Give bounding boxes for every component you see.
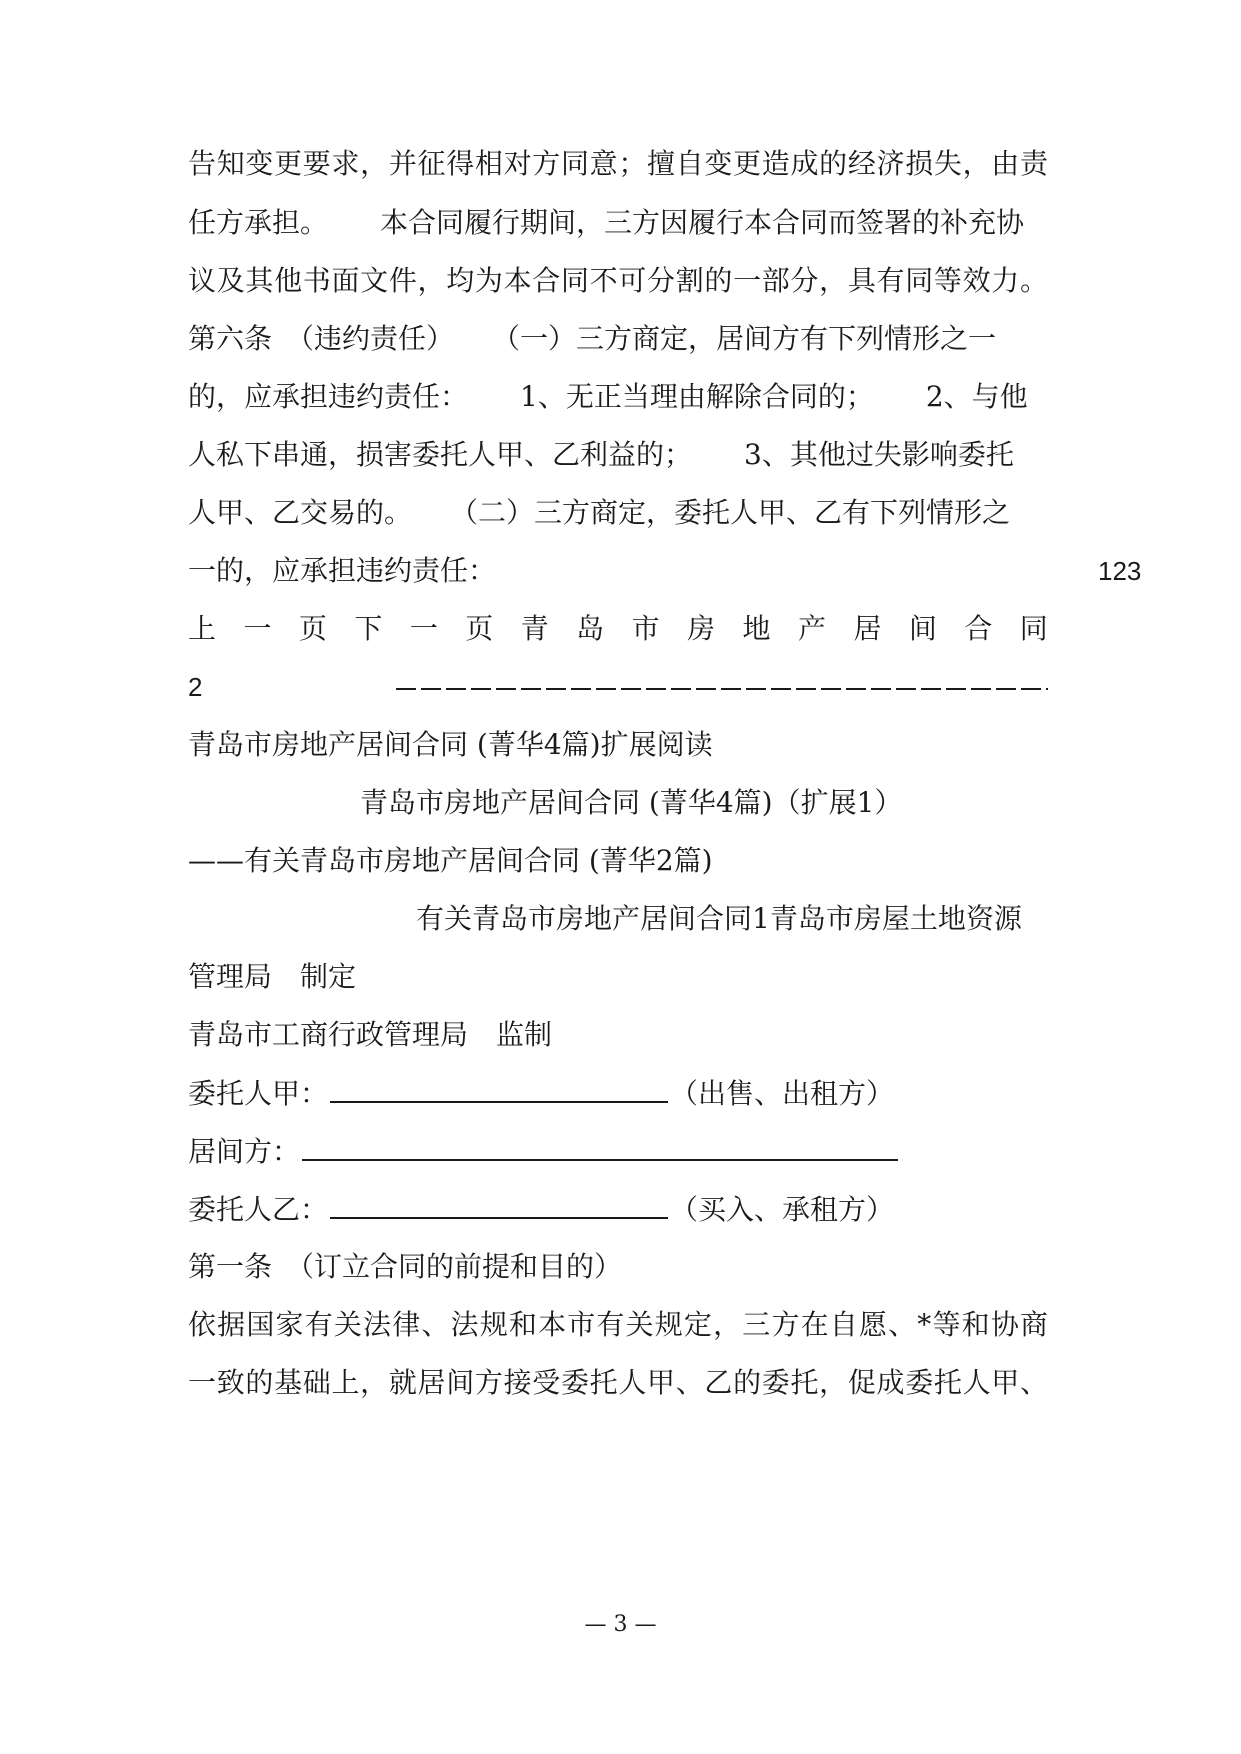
- body-text: 人私下串通，损害委托人甲、乙利益的；: [188, 438, 693, 471]
- supervisor-line: 青岛市工商行政管理局 监制: [188, 1018, 553, 1051]
- body-text: 议及其他书面文件，均为本合同不可分割的一部分，具有同等效力。: [188, 264, 1048, 297]
- nav-prev-char-3[interactable]: 页: [298, 612, 327, 645]
- body-line-8: [188, 551, 1048, 591]
- party-b-label: 委托人乙：: [188, 1193, 329, 1226]
- related-subheading: 青岛市房地产居间合同 (菁华4篇)（扩展1）: [360, 786, 903, 819]
- nav-title-char: 居: [853, 612, 882, 645]
- body-text: （二）三方商定，委托人甲、乙有下列情形之: [464, 496, 1011, 529]
- body-line-6: [188, 435, 1048, 475]
- nav-title-char: 岛: [576, 612, 605, 645]
- party-b-note: （买入、承租方）: [670, 1193, 895, 1226]
- body-text: 人甲、乙交易的。: [188, 496, 413, 529]
- body-text: 1、无正当理由解除合同的；: [520, 380, 874, 413]
- body-text: 一致的基础上，就居间方接受委托人甲、乙的委托，促成委托人甲、: [188, 1366, 1048, 1399]
- nav-title-char: 地: [742, 612, 771, 645]
- body-line-5: [188, 377, 1048, 417]
- related-intro: 有关青岛市房地产居间合同1青岛市房屋土地资源: [416, 902, 1022, 935]
- article-1-line-1: [188, 1305, 1048, 1345]
- nav-prev-char-1[interactable]: 上: [188, 612, 217, 645]
- body-line-3: [188, 261, 1048, 301]
- body-text: 告知变更要求，并征得相对方同意；擅自变更造成的经济损失，由责: [188, 147, 1048, 180]
- body-text: 的，应承担违约责任：: [188, 380, 469, 413]
- nav-next-char-1[interactable]: 下: [354, 612, 383, 645]
- related-subtitle: ——有关青岛市房地产居间合同 (菁华2篇): [188, 844, 713, 877]
- nav-title-char: 合: [964, 612, 993, 645]
- body-line-1: [188, 144, 1048, 184]
- body-line-2: [188, 203, 1048, 243]
- nav-next-char-3[interactable]: 页: [465, 612, 494, 645]
- article-1-title: 第一条 （订立合同的前提和目的）: [188, 1250, 623, 1283]
- nav-page-number-row: [188, 667, 1048, 707]
- body-text: 2、与他: [925, 380, 1028, 413]
- article-6-heading-line: [188, 319, 1048, 359]
- body-text: 3、其他过失影响委托: [744, 438, 1014, 471]
- nav-title-char: 产: [797, 612, 826, 645]
- body-text: 依据国家有关法律、法规和本市有关规定，三方在自愿、*等和协商: [188, 1308, 1048, 1341]
- broker-row: [188, 1131, 1048, 1172]
- party-b-row: [188, 1189, 1048, 1230]
- party-a-row: [188, 1073, 1048, 1114]
- dash-divider: [396, 688, 1048, 690]
- party-a-note: （出售、出租方）: [670, 1077, 895, 1110]
- party-b-blank[interactable]: [330, 1189, 668, 1219]
- body-text: 任方承担。: [188, 206, 329, 239]
- nav-title-char: 青: [520, 612, 549, 645]
- issuer-line: 管理局 制定: [188, 960, 357, 993]
- body-line-7: [188, 493, 1048, 533]
- body-text: 本合同履行期间，三方因履行本合同而签署的补充协: [380, 206, 1025, 239]
- nav-title-char: 同: [1019, 612, 1048, 645]
- nav-next-char-2[interactable]: 一: [409, 612, 438, 645]
- nav-prev-char-2[interactable]: 一: [243, 612, 272, 645]
- body-text: 一的，应承担违约责任：: [188, 554, 497, 587]
- page-number-footer: — 3 —: [584, 1612, 657, 1637]
- article-title: 第六条 （违约责任）: [188, 322, 455, 355]
- party-a-blank[interactable]: [330, 1073, 668, 1103]
- nav-page-number: 2: [188, 672, 203, 702]
- article-1-line-2: [188, 1363, 1048, 1403]
- nav-title-char: 房: [687, 612, 716, 645]
- party-a-label: 委托人甲：: [188, 1077, 329, 1110]
- broker-blank[interactable]: [302, 1131, 898, 1161]
- page-navigation: [188, 609, 1048, 649]
- nav-title-char: 间: [908, 612, 937, 645]
- related-heading: 青岛市房地产居间合同 (菁华4篇)扩展阅读: [188, 728, 713, 761]
- nav-title-char: 市: [631, 612, 660, 645]
- body-text: （一）三方商定，居间方有下列情形之一: [506, 322, 997, 355]
- broker-label: 居间方：: [188, 1135, 301, 1168]
- side-number: 123: [1098, 556, 1142, 586]
